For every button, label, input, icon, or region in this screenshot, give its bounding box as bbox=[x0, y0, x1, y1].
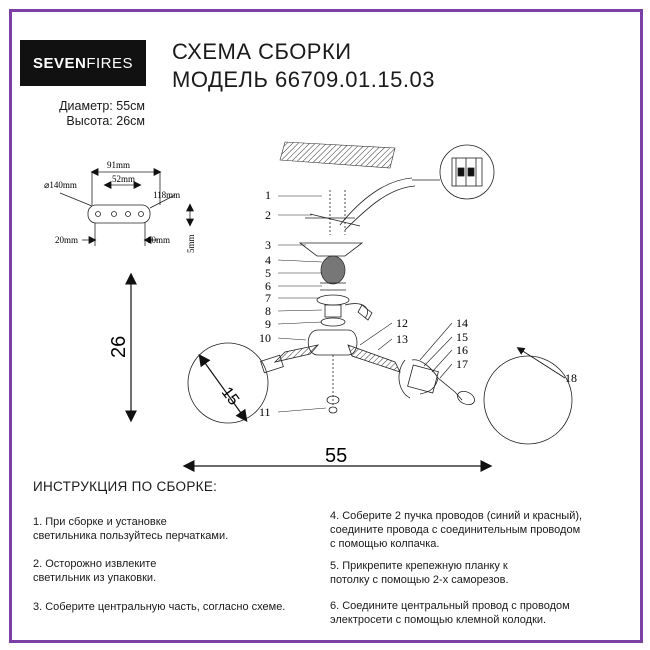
bracket-label-20: 20mm bbox=[55, 235, 79, 245]
step-4-line-2: соедините провода с соединительным проводом bbox=[330, 524, 581, 536]
part-label-6: 6 bbox=[265, 279, 271, 293]
leader-lines bbox=[278, 196, 452, 412]
instructions-title: ИНСТРУКЦИЯ ПО СБОРКЕ: bbox=[33, 479, 218, 494]
part-label-16: 16 bbox=[456, 343, 468, 357]
part-label-1: 1 bbox=[265, 188, 271, 202]
step-1-line-1: 1. При сборке и установке bbox=[33, 516, 167, 528]
bracket-label-52: 52mm bbox=[112, 174, 136, 184]
part-label-14: 14 bbox=[456, 316, 468, 330]
part-label-12: 12 bbox=[396, 316, 408, 330]
instruction-step-3 bbox=[33, 600, 285, 614]
spec-height: Высота: 26см bbox=[66, 114, 145, 128]
part-label-11: 11 bbox=[259, 405, 271, 419]
part-label-17: 17 bbox=[456, 357, 468, 371]
part-label-7: 7 bbox=[265, 291, 271, 305]
part-label-15: 15 bbox=[456, 330, 468, 344]
instruction-step-4 bbox=[330, 509, 582, 551]
bracket-label-5: 5mm bbox=[186, 234, 196, 253]
instruction-step-1 bbox=[33, 515, 228, 543]
step-1-line-2: светильника пользуйтесь перчатками. bbox=[33, 530, 229, 542]
bracket-label-10: 10mm bbox=[147, 235, 171, 245]
step-6-line-2: электросети с помощью клемной колодки. bbox=[330, 614, 547, 626]
part-label-5: 5 bbox=[265, 266, 271, 280]
left-arm bbox=[188, 343, 318, 423]
brand-name-bold: SEVEN bbox=[32, 54, 87, 72]
step-4-line-1: 4. Соберите 2 пучка проводов (синий и красный), bbox=[330, 510, 583, 522]
part-label-3: 3 bbox=[265, 238, 271, 252]
part-label-2: 2 bbox=[265, 208, 271, 222]
part-label-13: 13 bbox=[396, 332, 408, 346]
part-label-8: 8 bbox=[265, 304, 271, 318]
width-dimension-label: 55 bbox=[325, 445, 348, 467]
step-2-line-1: 2. Осторожно извлеките bbox=[33, 558, 157, 570]
step-5-line-2: потолку с помощью 2-х саморезов. bbox=[330, 574, 509, 586]
instruction-step-5 bbox=[330, 559, 509, 587]
ceiling bbox=[280, 142, 395, 168]
step-3-line-1: 3. Соберите центральную часть, согласно схеме. bbox=[33, 601, 286, 613]
instruction-step-2 bbox=[33, 557, 156, 585]
brand-name-light: FIRES bbox=[86, 54, 134, 72]
step-4-line-3: с помощью колпачка. bbox=[330, 538, 440, 550]
sphere-dimension-label: 15 bbox=[217, 384, 243, 409]
bracket-label-91: 91mm bbox=[107, 160, 131, 170]
bracket-label-d140: ⌀140mm bbox=[44, 180, 77, 190]
part-label-10: 10 bbox=[259, 331, 271, 345]
step-2-line-2: светильник из упаковки. bbox=[33, 572, 157, 584]
part-label-4: 4 bbox=[265, 253, 271, 267]
bracket-label-118: 118mm bbox=[153, 190, 181, 200]
spec-diameter: Диаметр: 55см bbox=[59, 99, 145, 113]
canopy-assembly bbox=[300, 190, 372, 413]
step-6-line-1: 6. Соедините центральный провод с проводом bbox=[330, 600, 570, 612]
part-label-9: 9 bbox=[265, 317, 271, 331]
step-5-line-1: 5. Прикрепите крепежную планку к bbox=[330, 560, 508, 572]
height-dimension-label: 26 bbox=[108, 335, 130, 358]
title-line-1: СХЕМА СБОРКИ bbox=[172, 39, 352, 64]
part-label-18: 18 bbox=[565, 371, 577, 385]
title-line-2: МОДЕЛЬ 66709.01.15.03 bbox=[172, 67, 435, 92]
instruction-step-6 bbox=[330, 599, 570, 627]
part-number-labels bbox=[259, 188, 577, 419]
